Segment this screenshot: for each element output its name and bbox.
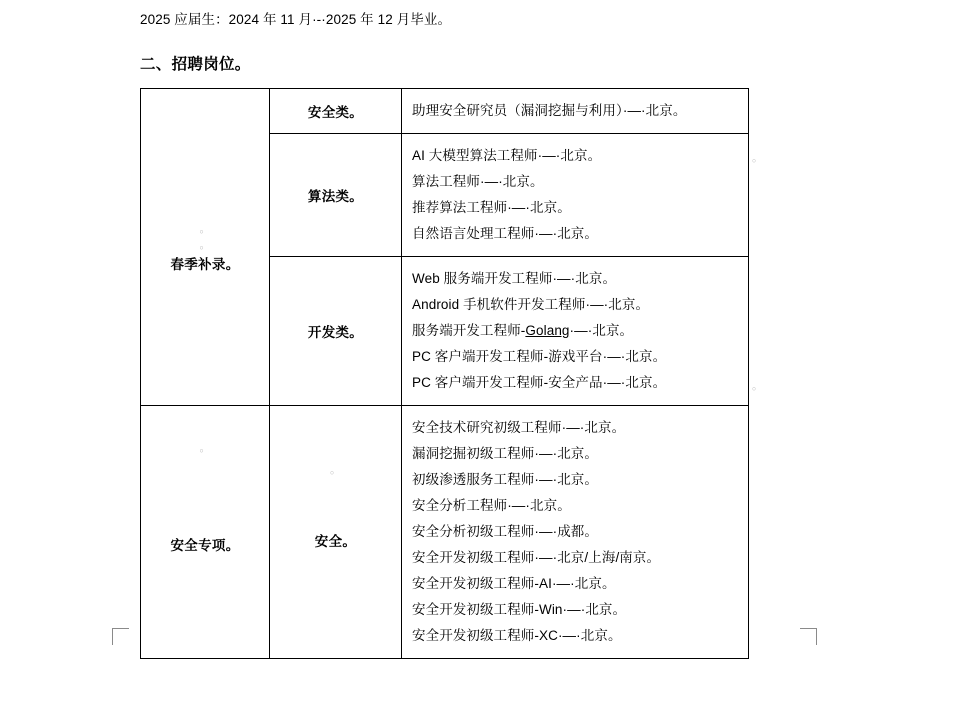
category-label: 开发类。 bbox=[307, 325, 364, 340]
category-cell-algorithm bbox=[270, 134, 402, 257]
jobs-cell-development bbox=[402, 257, 749, 406]
jobs-cell-security bbox=[402, 406, 749, 659]
list-item: 安全技术研究初级工程师·—·北京。 bbox=[412, 420, 626, 435]
table-row bbox=[141, 406, 749, 659]
intro-paragraph: 2025 应届生：2024 年 11 月·-·2025 年 12 月毕业。 bbox=[140, 12, 452, 27]
crop-mark-bottom-left bbox=[112, 628, 129, 645]
category-label: 安全类。 bbox=[307, 105, 364, 120]
category-cell-development bbox=[270, 257, 402, 406]
list-item: 安全开发初级工程师-AI·—·北京。 bbox=[412, 576, 616, 591]
empty-paragraph-mark: 。 bbox=[752, 152, 763, 164]
list-item: 安全开发初级工程师-Win·—·北京。 bbox=[412, 602, 627, 617]
list-item: PC 客户端开发工程师-游戏平台·—·北京。 bbox=[412, 349, 667, 364]
list-item: Web 服务端开发工程师·—·北京。 bbox=[412, 271, 617, 286]
group-label: 安全专项。 bbox=[170, 538, 240, 553]
document-content bbox=[140, 0, 820, 659]
list-item: 服务端开发工程师-Golang·—·北京。 bbox=[412, 323, 634, 338]
jobs-cell-security-type bbox=[402, 89, 749, 134]
list-item: 推荐算法工程师·—·北京。 bbox=[412, 200, 571, 215]
category-cell-security-type bbox=[270, 89, 402, 134]
list-item: 安全开发初级工程师-XC·—·北京。 bbox=[412, 628, 622, 643]
group-cell-security-program bbox=[141, 406, 270, 659]
group-label: 春季补录。 bbox=[170, 257, 240, 272]
list-item: 安全分析工程师·—·北京。 bbox=[412, 498, 571, 513]
list-item: 安全分析初级工程师·—·成都。 bbox=[412, 524, 598, 539]
list-item: 助理安全研究员（漏洞挖掘与利用）·—·北京。 bbox=[412, 103, 687, 118]
list-item: 初级渗透服务工程师·—·北京。 bbox=[412, 472, 598, 487]
empty-paragraph-mark: 。 bbox=[330, 464, 341, 476]
crop-mark-bottom-right bbox=[800, 628, 817, 645]
list-item: AI 大模型算法工程师·—·北京。 bbox=[412, 148, 602, 163]
list-item: 算法工程师·—·北京。 bbox=[412, 174, 544, 189]
list-item: 漏洞挖掘初级工程师·—·北京。 bbox=[412, 446, 598, 461]
list-item: PC 客户端开发工程师-安全产品·—·北京。 bbox=[412, 375, 667, 390]
job-positions-table bbox=[140, 88, 749, 659]
category-cell-security bbox=[270, 406, 402, 659]
list-item: 自然语言处理工程师·—·北京。 bbox=[412, 226, 598, 241]
category-label: 安全。 bbox=[314, 534, 357, 549]
empty-paragraph-mark: 。 bbox=[199, 442, 211, 454]
table-row bbox=[141, 89, 749, 134]
list-item: 安全开发初级工程师·—·北京/上海/南京。 bbox=[412, 550, 661, 565]
group-cell-spring bbox=[141, 89, 270, 406]
category-label: 算法类。 bbox=[307, 189, 364, 204]
empty-paragraph-mark: 。 bbox=[199, 239, 211, 251]
section-heading: 二、招聘岗位。 bbox=[140, 56, 251, 73]
list-item: Android 手机软件开发工程师·—·北京。 bbox=[412, 297, 650, 312]
empty-paragraph-mark: 。 bbox=[199, 223, 211, 235]
jobs-cell-algorithm bbox=[402, 134, 749, 257]
empty-paragraph-mark: 。 bbox=[752, 380, 763, 392]
